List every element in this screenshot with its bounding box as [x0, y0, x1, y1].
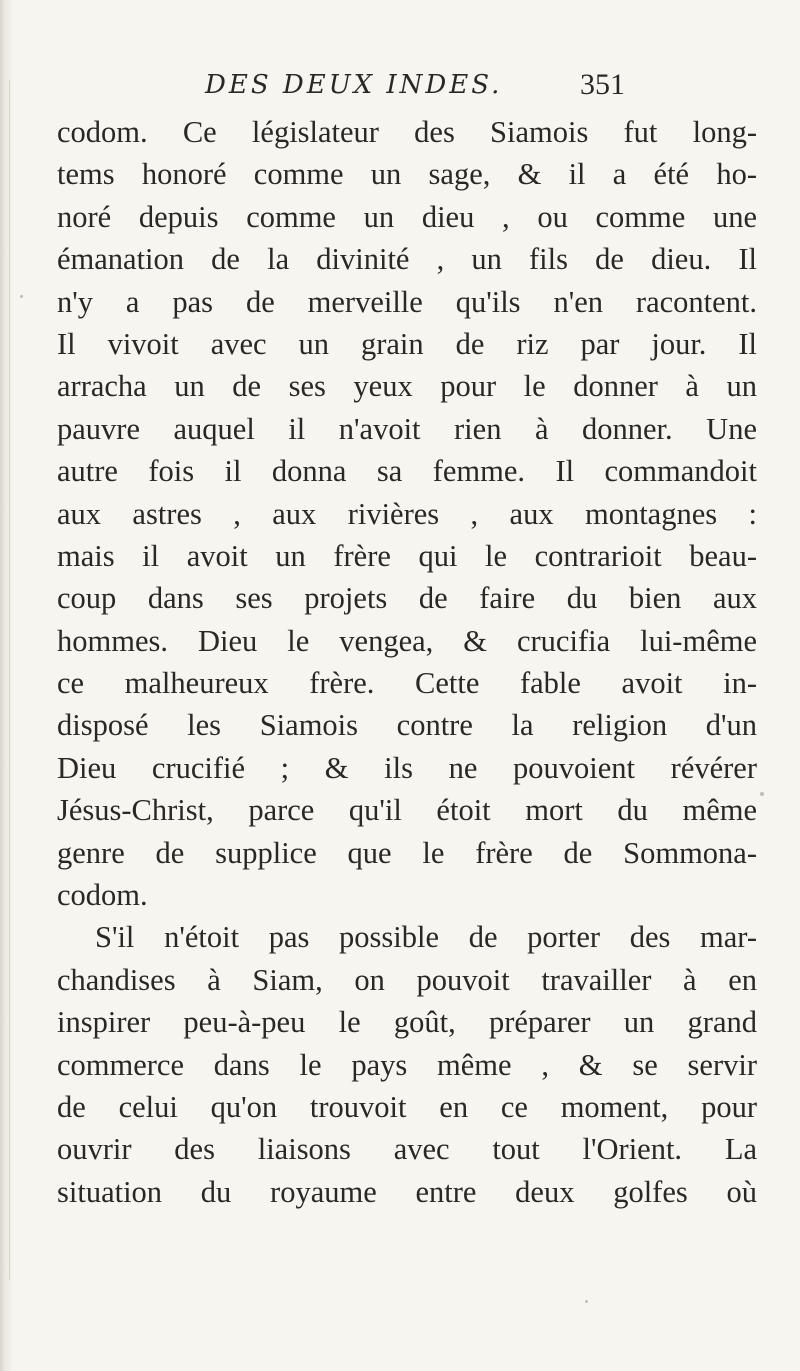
- text-line: Jésus-Christ, parce qu'il étoit mort du même: [57, 793, 757, 828]
- paragraph-1: [57, 111, 757, 916]
- paper-speck: [20, 295, 23, 298]
- text-line: Il vivoit avec un grain de riz par jour. Il: [57, 326, 757, 361]
- text-line: autre fois il donna sa femme. Il commandoit: [57, 454, 757, 489]
- page-number: 351: [580, 68, 625, 101]
- text-line: situation du royaume entre deux golfes où: [57, 1174, 757, 1209]
- text-line: S'il n'étoit pas possible de porter des mar-: [95, 920, 757, 955]
- page-body: [57, 111, 757, 1213]
- text-line: n'y a pas de merveille qu'ils n'en racontent.: [57, 284, 757, 319]
- text-line: commerce dans le pays même , & se servir: [57, 1047, 757, 1082]
- text-line: codom.: [57, 878, 148, 913]
- text-line: pauvre auquel il n'avoit rien à donner. Une: [57, 411, 757, 446]
- text-line: disposé les Siamois contre la religion d'un: [57, 708, 757, 743]
- text-line: aux astres , aux rivières , aux montagnes :: [57, 496, 757, 531]
- paper-speck: [585, 1300, 588, 1303]
- text-line: hommes. Dieu le vengea, & crucifia lui-même: [57, 623, 757, 658]
- text-line: arracha un de ses yeux pour le donner à un: [57, 369, 757, 404]
- text-line: inspirer peu-à-peu le goût, préparer un grand: [57, 1005, 757, 1040]
- page-header: [0, 62, 800, 108]
- paragraph-2: [57, 916, 757, 1213]
- text-line: ouvrir des liaisons avec tout l'Orient. La: [57, 1132, 757, 1167]
- page-edge-shadow: [0, 0, 14, 1371]
- text-line: émanation de la divinité , un fils de dieu. Il: [57, 242, 757, 277]
- text-line: Dieu crucifié ; & ils ne pouvoient révérer: [57, 750, 757, 785]
- text-line: mais il avoit un frère qui le contrarioit beau-: [57, 538, 757, 573]
- text-line: coup dans ses projets de faire du bien aux: [57, 581, 757, 616]
- text-line: de celui qu'on trouvoit en ce moment, pour: [57, 1089, 757, 1124]
- text-line: ce malheureux frère. Cette fable avoit in-: [57, 666, 757, 701]
- paper-speck: [760, 792, 764, 796]
- text-line: codom. Ce législateur des Siamois fut long-: [57, 115, 757, 149]
- text-line: noré depuis comme un dieu , ou comme une: [57, 199, 757, 234]
- running-title: DES DEUX INDES.: [205, 70, 503, 100]
- text-line: tems honoré comme un sage, & il a été ho-: [57, 157, 757, 192]
- text-line: chandises à Siam, on pouvoit travailler à en: [57, 962, 757, 997]
- text-line: genre de supplice que le frère de Sommona-: [57, 835, 757, 870]
